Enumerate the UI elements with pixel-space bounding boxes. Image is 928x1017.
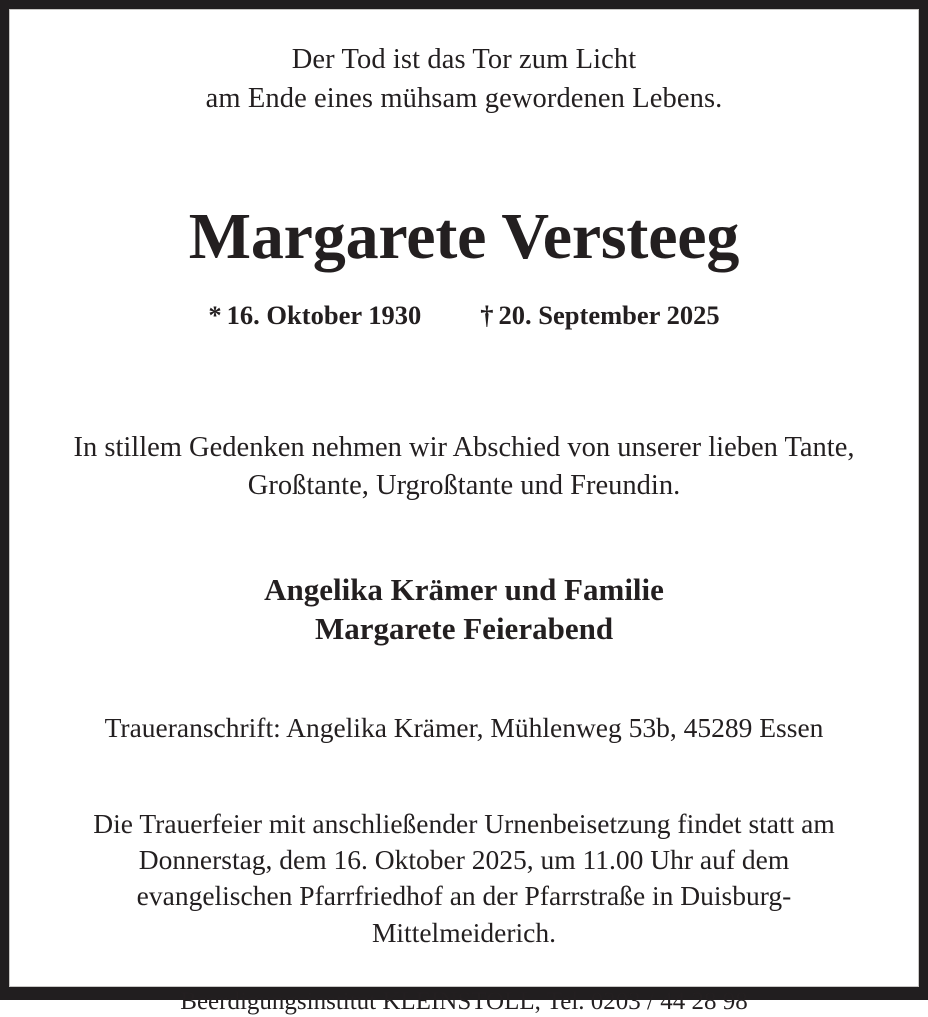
- service-line-1: Die Trauerfeier mit anschließender Urnenbeisetzung findet statt am: [93, 807, 835, 839]
- mourning-address: Traueranschrift: Angelika Krämer, Mühlenweg 53b, 45289 Essen: [104, 711, 824, 743]
- epigraph-line-2: am Ende eines mühsam gewordenen Lebens.: [205, 83, 723, 115]
- service-line-2: Donnerstag, dem 16. Oktober 2025, um 11.00 Uhr auf dem: [138, 844, 790, 876]
- epigraph-line-1: Der Tod ist das Tor zum Licht: [291, 44, 637, 75]
- service-line-4: Mittelmeiderich.: [371, 916, 557, 948]
- service-details: [23, 744, 905, 951]
- deceased-name: Margarete Versteeg: [188, 199, 740, 273]
- life-dates: [23, 270, 905, 332]
- mourner-line-2: Margarete Feierabend: [314, 610, 614, 646]
- epigraph: [23, 9, 905, 119]
- death-cross-icon: †: [480, 299, 494, 330]
- mourners-list: [23, 505, 905, 649]
- birth-date: 16. Oktober 1930: [226, 299, 422, 330]
- memorial-text: [23, 331, 905, 505]
- death-date-group: [480, 300, 719, 332]
- obituary-content: [9, 9, 919, 1015]
- memorial-line-1: In stillem Gedenken nehmen wir Abschied von unserer lieben Tante,: [73, 432, 855, 464]
- memorial-line-2: Großtante, Urgroßtante und Freundin.: [247, 470, 681, 502]
- mourner-line-1: Angelika Krämer und Familie: [264, 572, 664, 608]
- service-line-3: evangelischen Pfarrfriedhof an der Pfarrstraße in Duisburg-: [136, 880, 792, 912]
- birth-star-icon: *: [208, 299, 222, 330]
- death-date: 20. September 2025: [498, 299, 720, 330]
- birth-date-group: [208, 300, 421, 332]
- funeral-home-credit: Beerdigungsinstitut KLEINSTOLL, Tel. 0203 / 44 28 98: [180, 987, 748, 1015]
